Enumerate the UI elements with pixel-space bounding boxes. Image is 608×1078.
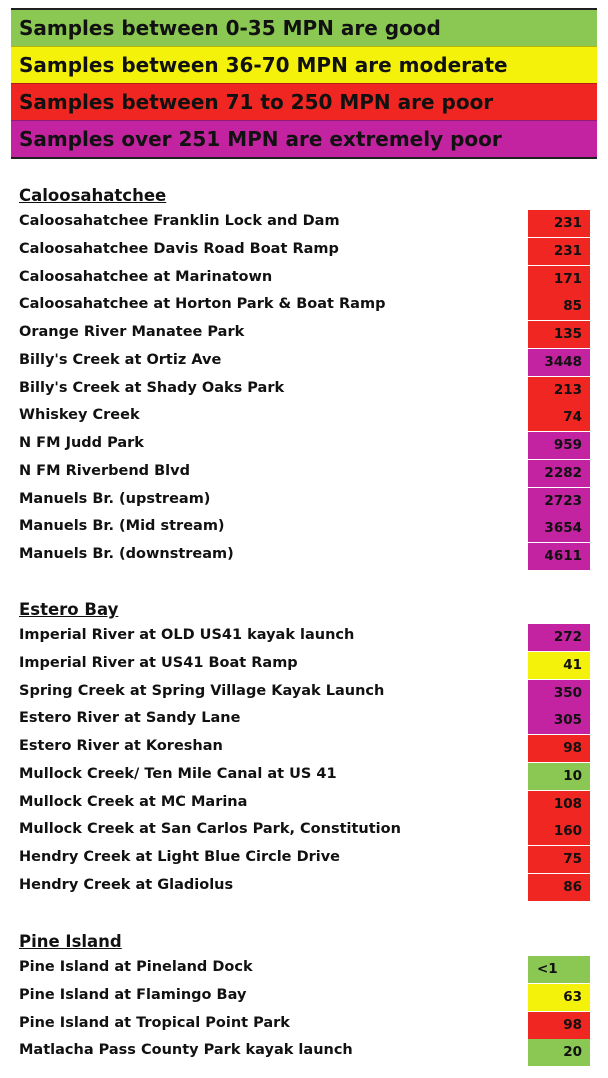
mpn-value: <1 xyxy=(528,956,590,983)
mpn-value: 959 xyxy=(528,432,590,459)
site-name: Pine Island at Tropical Point Park xyxy=(19,1014,290,1031)
mpn-value: 231 xyxy=(528,238,590,265)
site-name: Estero River at Koreshan xyxy=(19,738,223,754)
mpn-value: 41 xyxy=(528,652,590,679)
site-row xyxy=(19,652,590,679)
site-name: Spring Creek at Spring Village Kayak Launch xyxy=(19,682,385,699)
site-name: N FM Judd Park xyxy=(19,435,144,451)
mpn-value: 350 xyxy=(528,680,590,707)
section-title: Caloosahatchee xyxy=(19,186,167,205)
mpn-value: 85 xyxy=(528,293,590,320)
site-row xyxy=(19,515,590,542)
site-row xyxy=(19,624,590,651)
mpn-value: 4611 xyxy=(528,543,590,570)
site-name: Matlacha Pass County Park kayak launch xyxy=(19,1042,353,1059)
section-title: Estero Bay xyxy=(19,600,119,619)
site-name: Mullock Creek/ Ten Mile Canal at US 41 xyxy=(19,765,337,782)
site-row xyxy=(19,210,590,237)
mpn-value: 231 xyxy=(528,210,590,237)
mpn-value: 63 xyxy=(528,984,590,1011)
mpn-value: 135 xyxy=(528,321,590,348)
mpn-value: 86 xyxy=(528,874,590,901)
site-row xyxy=(19,1039,590,1066)
mpn-value: 74 xyxy=(528,404,590,431)
site-row xyxy=(19,293,590,320)
mpn-value: 2282 xyxy=(528,460,590,487)
mpn-value: 171 xyxy=(528,266,590,293)
site-row xyxy=(19,404,590,431)
site-name: Pine Island at Flamingo Bay xyxy=(19,986,247,1003)
mpn-value: 213 xyxy=(528,377,590,404)
site-row xyxy=(19,460,590,487)
site-row xyxy=(19,488,590,515)
site-row xyxy=(19,238,590,265)
site-row xyxy=(19,735,590,762)
site-name: Mullock Creek at MC Marina xyxy=(19,793,248,810)
site-row xyxy=(19,984,590,1011)
mpn-value: 108 xyxy=(528,791,590,818)
site-row xyxy=(19,791,590,818)
legend-moderate: Samples between 36-70 MPN are moderate xyxy=(11,46,597,83)
mpn-value: 75 xyxy=(528,846,590,873)
mpn-value: 2723 xyxy=(528,488,590,515)
site-row xyxy=(19,956,590,983)
site-row xyxy=(19,321,590,348)
mpn-value: 305 xyxy=(528,707,590,734)
site-name: Manuels Br. (upstream) xyxy=(19,490,211,507)
site-name: Imperial River at US41 Boat Ramp xyxy=(19,654,298,671)
site-row xyxy=(19,680,590,707)
site-name: Pine Island at Pineland Dock xyxy=(19,959,253,975)
site-name: Orange River Manatee Park xyxy=(19,324,245,340)
site-row xyxy=(19,543,590,570)
site-name: Estero River at Sandy Lane xyxy=(19,710,241,727)
site-name: N FM Riverbend Blvd xyxy=(19,462,190,479)
mpn-value: 20 xyxy=(528,1039,590,1066)
site-name: Billy's Creek at Shady Oaks Park xyxy=(19,379,285,396)
site-name: Hendry Creek at Light Blue Circle Drive xyxy=(19,849,341,865)
site-row xyxy=(19,377,590,404)
site-name: Manuels Br. (Mid stream) xyxy=(19,518,225,535)
site-name: Whiskey Creek xyxy=(19,407,140,424)
site-name: Caloosahatchee at Horton Park & Boat Ramp xyxy=(19,296,386,313)
mpn-value: 3448 xyxy=(528,349,590,376)
mpn-value: 98 xyxy=(528,1012,590,1039)
site-row xyxy=(19,763,590,790)
site-name: Billy's Creek at Ortiz Ave xyxy=(19,351,222,368)
site-row xyxy=(19,818,590,845)
mpn-value: 160 xyxy=(528,818,590,845)
mpn-value: 10 xyxy=(528,763,590,790)
site-name: Mullock Creek at San Carlos Park, Constitution xyxy=(19,821,401,838)
site-row xyxy=(19,1012,590,1039)
site-name: Hendry Creek at Gladiolus xyxy=(19,876,234,893)
legend-extremely-poor: Samples over 251 MPN are extremely poor xyxy=(11,120,597,157)
site-name: Imperial River at OLD US41 kayak launch xyxy=(19,627,355,643)
section-title: Pine Island xyxy=(19,932,122,951)
legend-good: Samples between 0-35 MPN are good xyxy=(11,10,597,46)
site-name: Caloosahatchee Davis Road Boat Ramp xyxy=(19,240,339,257)
site-row xyxy=(19,846,590,873)
mpn-value: 98 xyxy=(528,735,590,762)
site-name: Caloosahatchee at Marinatown xyxy=(19,268,273,285)
site-row xyxy=(19,707,590,734)
site-row xyxy=(19,432,590,459)
site-row xyxy=(19,874,590,901)
site-row xyxy=(19,349,590,376)
mpn-value: 3654 xyxy=(528,515,590,542)
mpn-value: 272 xyxy=(528,624,590,651)
legend-poor: Samples between 71 to 250 MPN are poor xyxy=(11,83,597,120)
site-name: Manuels Br. (downstream) xyxy=(19,546,234,562)
site-name: Caloosahatchee Franklin Lock and Dam xyxy=(19,213,340,229)
site-row xyxy=(19,266,590,293)
